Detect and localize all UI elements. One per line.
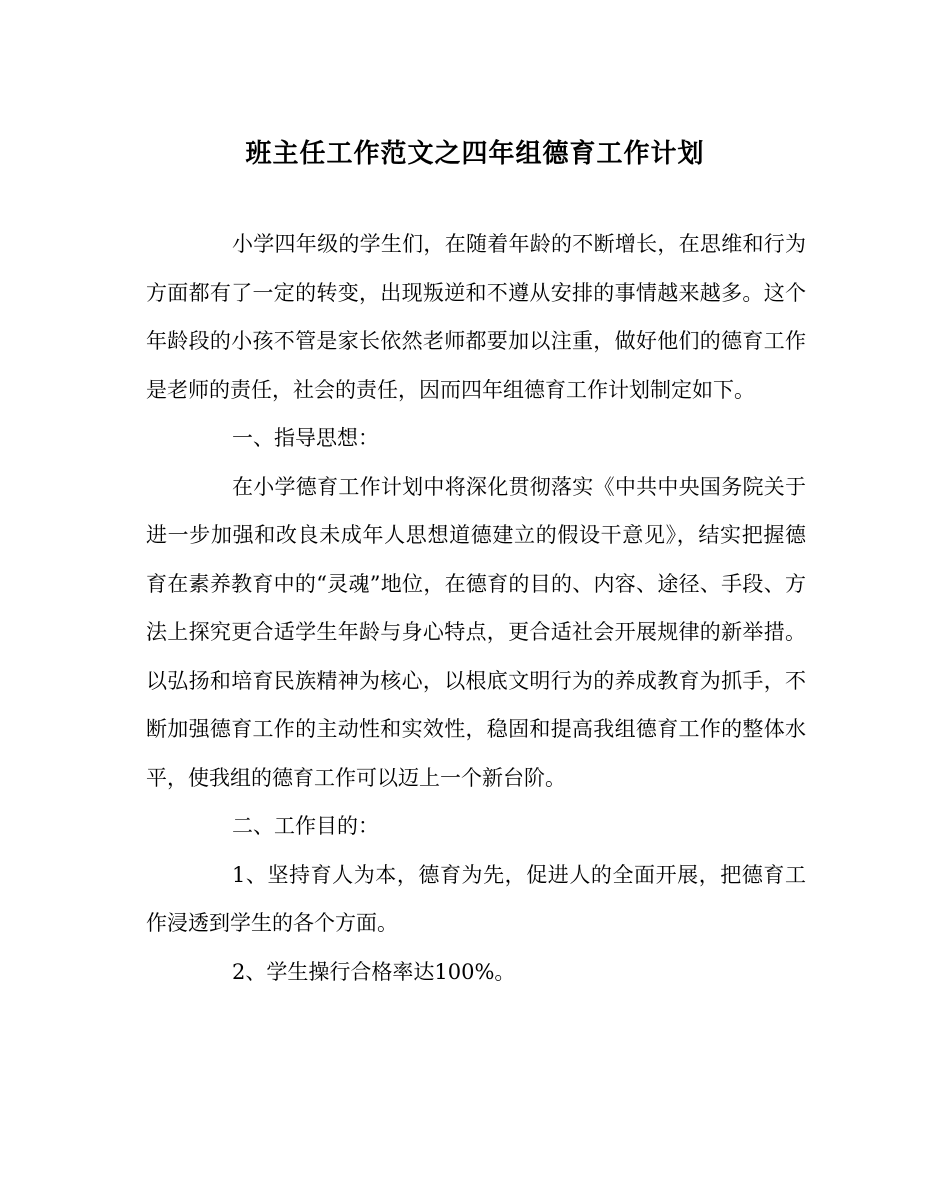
paragraph-intro: 小学四年级的学生们，在随着年龄的不断增长，在思维和行为方面都有了一定的转变，出现叛逆和不遵从安排的事情越来越多。这个年龄段的小孩不管是家长依然老师都要加以注重，做好他们的德育工作是老师的责任，社会的责任，因而四年组德育工作计划制定如下。: [146, 232, 806, 402]
paragraph-goal-1: 1、坚持育人为本，德育为先，促进人的全面开展，把德育工作浸透到学生的各个方面。: [146, 862, 806, 935]
section-heading-guiding-ideology: 一、指导思想：: [232, 426, 379, 450]
document-title: 班主任工作范文之四年组德育工作计划: [245, 139, 705, 169]
section-heading-work-goals: 二、工作目的：: [232, 814, 379, 838]
paragraph-goal-2: 2、学生操行合格率达100%。: [232, 959, 516, 984]
document-body: [146, 220, 806, 996]
paragraph-guiding-ideology: 在小学德育工作计划中将深化贯彻落实《中共中央国务院关于进一步加强和改良未成年人思想道德建立的假设干意见》，结实把握德育在素养教育中的“灵魂”地位，在德育的目的、内容、途径、手段、方法上探究更合适学生年龄与身心特点，更合适社会开展规律的新举措。以弘扬和培育民族精神为核心，以根底文明行为的养成教育为抓手，不断加强德育工作的主动性和实效性，稳固和提高我组德育工作的整体水平，使我组的德育工作可以迈上一个新台阶。: [146, 474, 806, 790]
